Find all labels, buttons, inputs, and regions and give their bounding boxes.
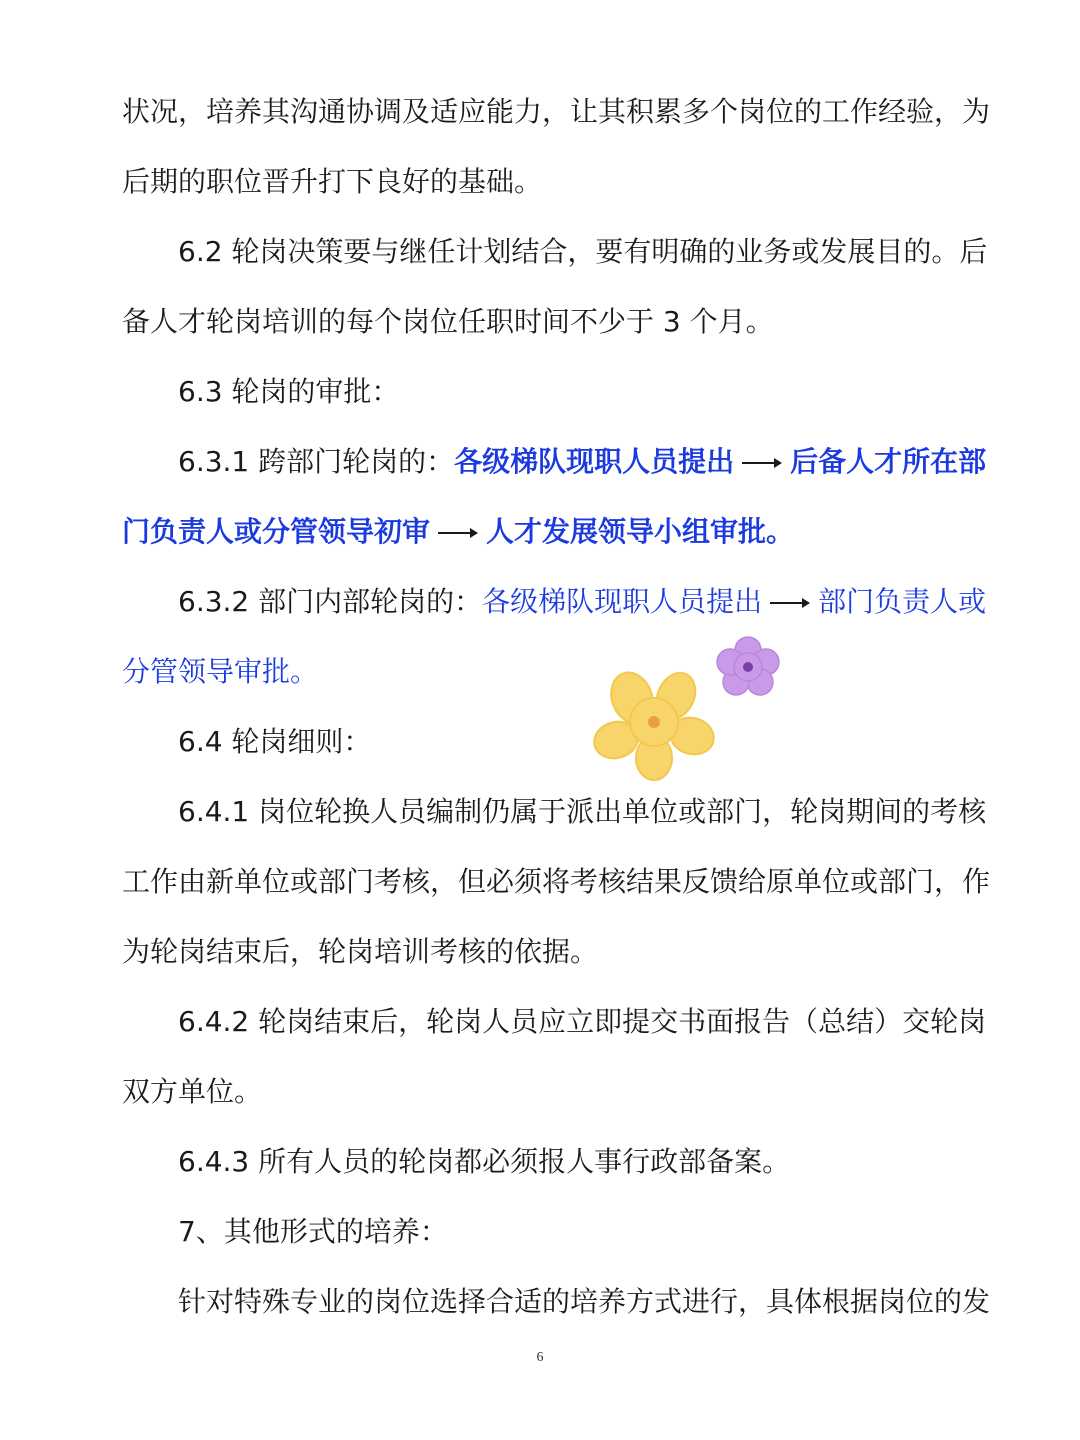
paragraph-line: 为轮岗结束后，轮岗培训考核的依据。	[122, 935, 599, 968]
paragraph-line: 状况，培养其沟通协调及适应能力，让其积累多个岗位的工作经验，为	[122, 95, 991, 128]
yellow-flower-icon	[592, 670, 720, 782]
page-number: 6	[536, 1350, 544, 1365]
flow-step: 各级梯队现职人员提出	[454, 445, 735, 478]
flow-step: 门负责人或分管领导初审	[122, 515, 431, 548]
purple-flower-icon	[716, 636, 780, 698]
flow-step: 人才发展领导小组审批。	[486, 515, 795, 548]
flow-step: 各级梯队现职人员提出	[482, 585, 763, 618]
clause-label: 6.3.1 跨部门轮岗的：	[178, 445, 455, 478]
section-heading: 6.4 轮岗细则：	[178, 725, 372, 758]
section-heading: 6.3 轮岗的审批：	[178, 375, 400, 408]
paragraph-line: 双方单位。	[122, 1075, 263, 1108]
paragraph-line: 6.4.1 岗位轮换人员编制仍属于派出单位或部门，轮岗期间的考核	[178, 795, 987, 828]
flow-step: 分管领导审批。	[122, 655, 319, 688]
paragraph-line: 6.4.2 轮岗结束后，轮岗人员应立即提交书面报告（总结）交轮岗	[178, 1005, 987, 1038]
arrow-right-icon	[768, 593, 812, 613]
flow-step: 部门负责人或	[818, 585, 987, 618]
arrow-right-icon	[740, 453, 784, 473]
paragraph-line: 备人才轮岗培训的每个岗位任职时间不少于 3 个月。	[122, 305, 774, 338]
approval-flow-line	[178, 582, 986, 622]
flow-step: 后备人才所在部	[790, 445, 987, 478]
approval-flow-line	[178, 442, 986, 482]
paragraph-line: 后期的职位晋升打下良好的基础。	[122, 165, 543, 198]
paragraph-line: 工作由新单位或部门考核，但必须将考核结果反馈给原单位或部门，作	[122, 865, 991, 898]
clause-label: 6.3.2 部门内部轮岗的：	[178, 585, 483, 618]
arrow-right-icon	[436, 523, 480, 543]
section-heading: 7、其他形式的培养：	[178, 1215, 448, 1248]
paragraph-line: 6.4.3 所有人员的轮岗都必须报人事行政部备案。	[178, 1145, 791, 1178]
paragraph-line: 6.2 轮岗决策要与继任计划结合，要有明确的业务或发展目的。后	[178, 235, 988, 268]
approval-flow-line	[122, 512, 794, 552]
paragraph-line: 针对特殊专业的岗位选择合适的培养方式进行，具体根据岗位的发	[178, 1285, 991, 1318]
